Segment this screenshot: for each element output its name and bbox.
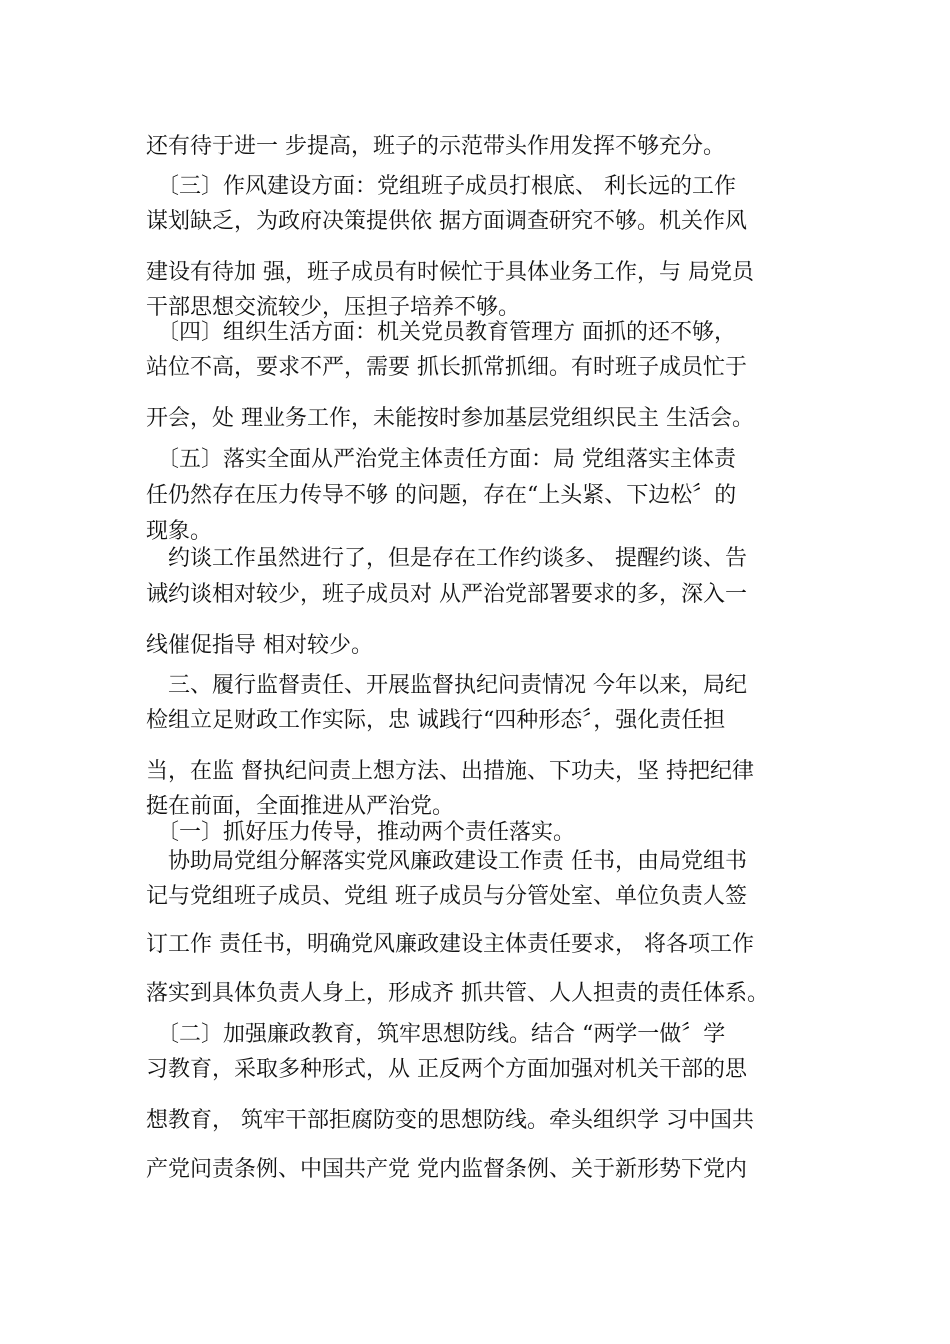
text-line: 约谈工作虽然进行了，但是存在工作约谈多、 提醒约谈、告 [146,546,747,571]
text-line: 当，在监 督执纪问责上想方法、出措施、下功夫，坚 持把纪律 [146,759,754,784]
text-line: 站位不高，要求不严，需要 抓长抓常抓细。有时班子成员忙于 [146,355,747,380]
text-line: 想教育， 筑牢干部拒腐防变的思想防线。牵头组织学 习中国共 [146,1108,754,1133]
text-line: 协助局党组分解落实党风廉政建设工作责 任书，由局党组书 [146,849,747,874]
text-line: 线催促指导 相对较少。 [146,633,373,658]
text-line: 谋划缺乏，为政府决策提供依 据方面调查研究不够。机关作风 [146,209,747,234]
text-line: 干部思想交流较少，压担子培养不够。 [146,295,521,320]
text-line: 〔一〕抓好压力传导，推动两个责任落实。 [146,820,576,845]
text-line: 〔五〕落实全面从严治党主体责任方面：局 党组落实主体责 [146,447,736,472]
text-line: 记与党组班子成员、党组 班子成员与分管处室、单位负责人签 [146,884,747,909]
text-line: 〔二〕加强廉政教育，筑牢思想防线。结合 “两学一做〞学 [146,1022,726,1047]
text-line: 任仍然存在压力传导不够 的问题，存在“上头紧、下边松〞的 [146,483,737,508]
text-line: 〔三〕作风建设方面：党组班子成员打根底、 利长远的工作 [146,174,736,199]
text-line: 三、履行监督责任、开展监督执纪问责情况 今年以来，局纪 [146,673,747,698]
text-line: 检组立足财政工作实际，忠 诚践行“四种形态〞，强化责任担 [146,708,726,733]
text-line: 落实到具体负责人身上，形成齐 抓共管、人人担责的责任体系。 [146,981,769,1006]
text-line: 产党问责条例、中国共产党 党内监督条例、关于新形势下党内 [146,1157,747,1182]
text-line: 建设有待加 强，班子成员有时候忙于具体业务工作，与 局党员 [146,260,754,285]
text-line: 〔四〕组织生活方面：机关党员教育管理方 面抓的还不够， [146,320,736,345]
text-line: 还有待于进一 步提高，班子的示范带头作用发挥不够充分。 [146,134,725,159]
text-line: 开会，处 理业务工作，未能按时参加基层党组织民主 生活会。 [146,406,754,431]
text-line: 挺在前面，全面推进从严治党。 [146,794,455,819]
text-line: 现象。 [146,519,213,544]
text-line: 诫约谈相对较少，班子成员对 从严治党部署要求的多，深入一 [146,582,747,607]
text-line: 习教育，采取多种形式，从 正反两个方面加强对机关干部的思 [146,1057,747,1082]
text-line: 订工作 责任书，明确党风廉政建设主体责任要求， 将各项工作 [146,932,754,957]
